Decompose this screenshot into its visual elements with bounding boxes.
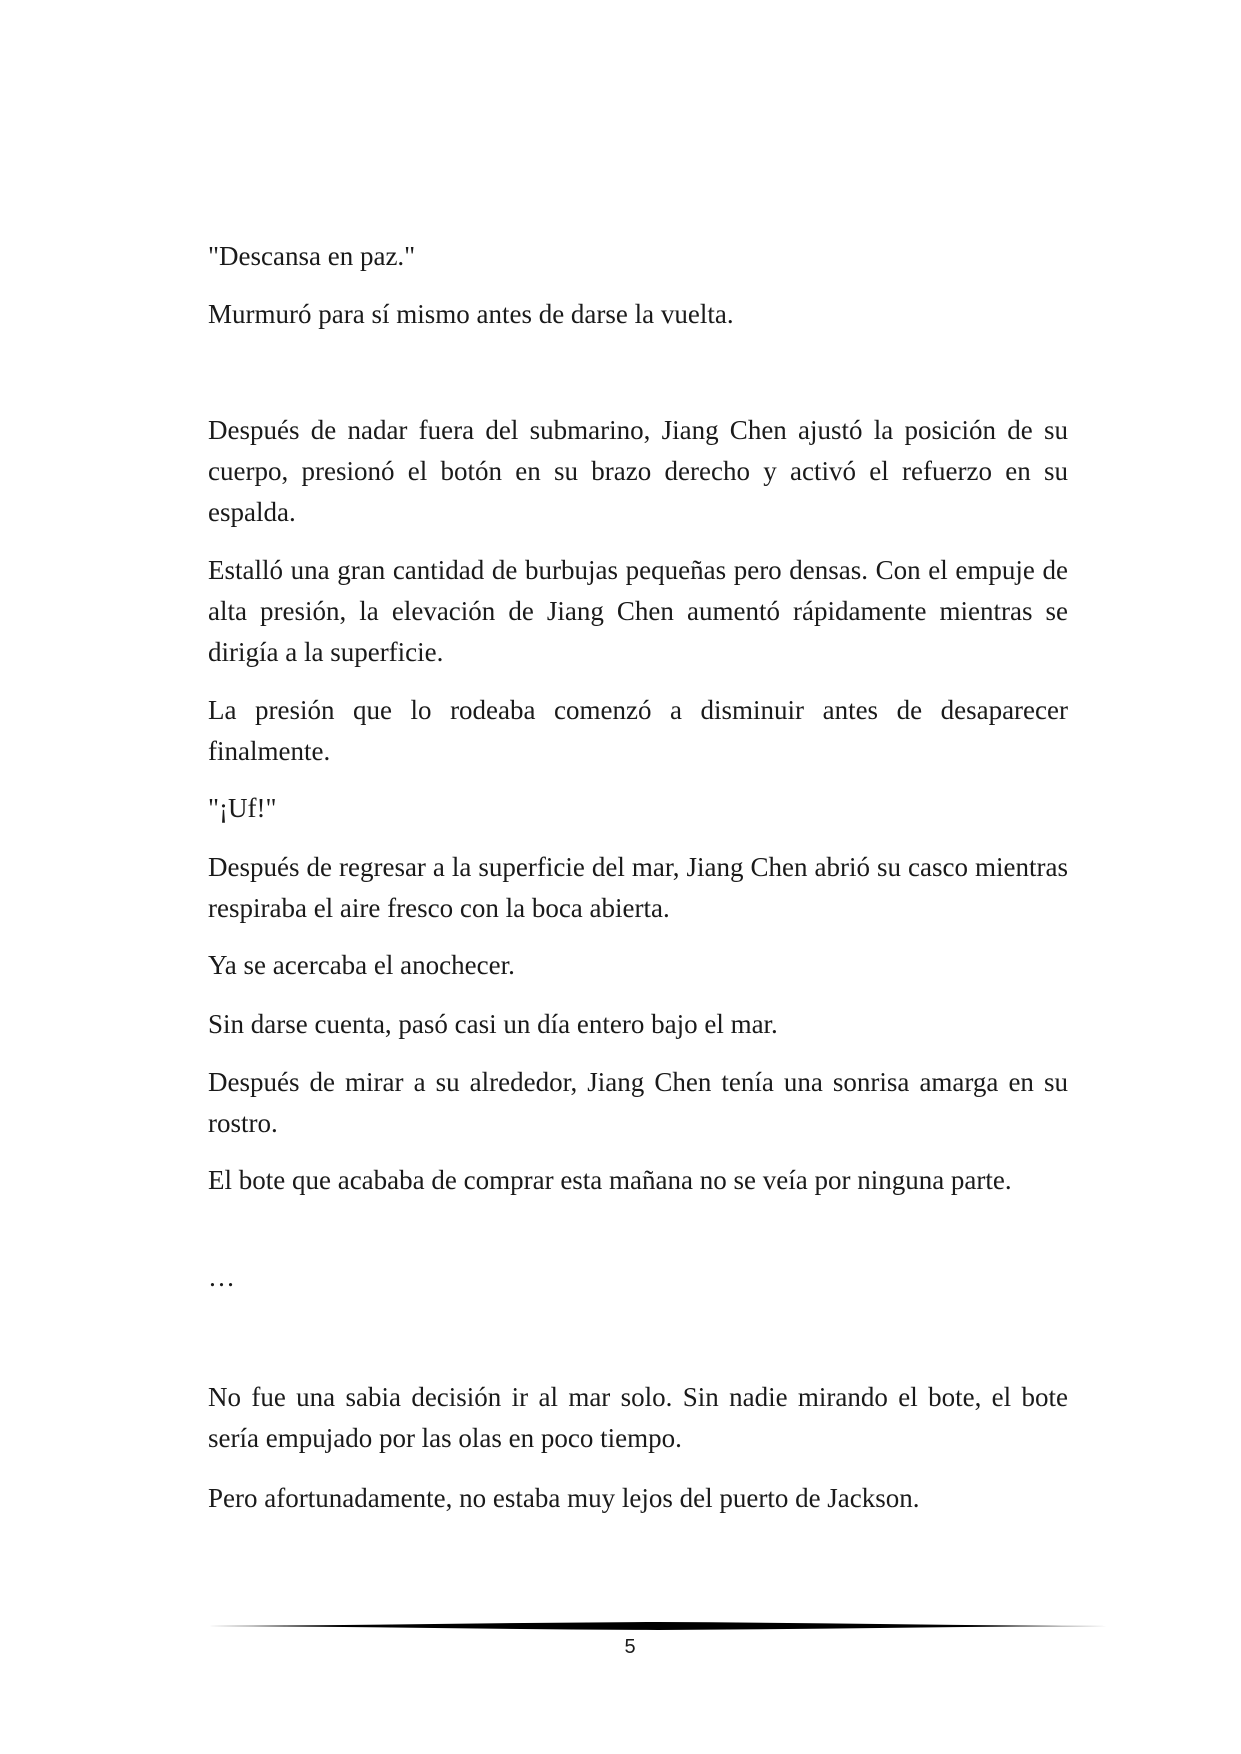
paragraph-3: Después de nadar fuera del submarino, Jiang Chen ajustó la posición de su cuerpo, presionó el botón en su brazo derecho y activó el refuerzo en su espalda. (208, 415, 1068, 527)
paragraph-12: … (208, 1262, 235, 1292)
paragraph-6: "¡Uf!" (208, 793, 277, 823)
paragraph-7: Después de regresar a la superficie del mar, Jiang Chen abrió su casco mientras respiraba el aire fresco con la boca abierta. (208, 852, 1068, 923)
paragraph-5: La presión que lo rodeaba comenzó a disminuir antes de desaparecer finalmente. (208, 695, 1068, 766)
paragraph-2: Murmuró para sí mismo antes de darse la vuelta. (208, 299, 734, 329)
page-number: 5 (624, 1636, 636, 1658)
paragraph-9: Sin darse cuenta, pasó casi un día entero bajo el mar. (208, 1009, 778, 1039)
paragraph-8: Ya se acercaba el anochecer. (208, 950, 515, 980)
paragraph-11: El bote que acababa de comprar esta mañana no se veía por ninguna parte. (208, 1165, 1012, 1195)
paragraph-13: No fue una sabia decisión ir al mar solo. Sin nadie mirando el bote, el bote sería empujado por las olas en poco tiempo. (208, 1382, 1068, 1453)
paragraph-1: "Descansa en paz." (208, 241, 416, 271)
footer-divider (208, 1620, 1108, 1632)
paragraph-10: Después de mirar a su alrededor, Jiang Chen tenía una sonrisa amarga en su rostro. (208, 1067, 1068, 1138)
paragraph-14: Pero afortunadamente, no estaba muy lejos del puerto de Jackson. (208, 1483, 920, 1513)
paragraph-4: Estalló una gran cantidad de burbujas pequeñas pero densas. Con el empuje de alta presión, la elevación de Jiang Chen aumentó rápidamente mientras se dirigía a la superficie. (208, 555, 1068, 667)
